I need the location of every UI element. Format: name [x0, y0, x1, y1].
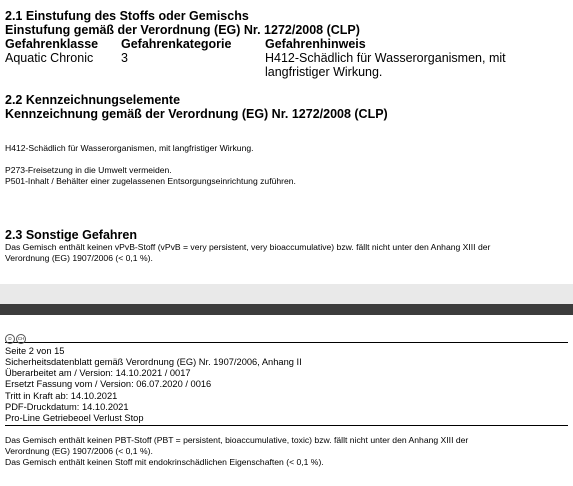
pdf-print-date: PDF-Druckdatum: 14.10.2021	[5, 402, 129, 412]
table-header-hazard-statement: Gefahrenhinweis	[265, 37, 366, 51]
section-2-1-subheading: Einstufung gemäß der Verordnung (EG) Nr. 1272/2008 (CLP)	[5, 23, 360, 37]
replaces-version: Ersetzt Fassung vom / Version: 06.07.2020 / 0016	[5, 379, 212, 389]
section-2-3-heading: 2.3 Sonstige Gefahren	[5, 228, 137, 242]
country-ch-icon: CH	[16, 334, 26, 344]
table-header-hazard-category: Gefahrenkategorie	[121, 37, 232, 51]
pbt-text-line1: Das Gemisch enthält keinen PBT-Stoff (PBT = persistent, bioaccumulative, toxic) bzw. fällt nicht unter den Anhang XIII der	[5, 435, 469, 445]
precautionary-statement-p501: P501-Inhalt / Behälter einer zugelassenen Entsorgungseinrichtung zuführen.	[5, 176, 296, 186]
country-d-icon: D	[5, 334, 15, 344]
page-break-gap	[0, 284, 573, 304]
revised-date: Überarbeitet am / Version: 14.10.2021 / 0017	[5, 368, 191, 378]
table-cell-hazard-class: Aquatic Chronic	[5, 51, 94, 65]
other-hazards-text-line1: Das Gemisch enthält keinen vPvB-Stoff (vPvB = very persistent, very bioaccumulative) bzw. fällt nicht unter den Anhang XIII der	[5, 242, 491, 252]
section-2-2-subheading: Kennzeichnung gemäß der Verordnung (EG) Nr. 1272/2008 (CLP)	[5, 107, 388, 121]
table-header-hazard-class: Gefahrenklasse	[5, 37, 99, 51]
precautionary-statement-p273: P273-Freisetzung in die Umwelt vermeiden.	[5, 165, 172, 175]
hazard-statement: H412-Schädlich für Wasserorganismen, mit langfristiger Wirkung.	[5, 143, 254, 153]
effective-date: Tritt in Kraft ab: 14.10.2021	[5, 391, 118, 401]
section-2-1-heading: 2.1 Einstufung des Stoffs oder Gemischs	[5, 9, 249, 23]
pbt-text-line2: Verordnung (EG) 1907/2006 (< 0,1 %).	[5, 446, 153, 456]
endocrine-text: Das Gemisch enthält keinen Stoff mit endokrinschädlichen Eigenschaften (< 0,1 %).	[5, 457, 324, 467]
other-hazards-text-line2: Verordnung (EG) 1907/2006 (< 0,1 %).	[5, 253, 153, 263]
country-icons	[5, 334, 26, 344]
footer-top-rule	[5, 342, 568, 343]
table-cell-hazard-statement: H412-Schädlich für Wasserorganismen, mit langfristiger Wirkung.	[265, 51, 506, 79]
page-break-bar	[0, 304, 573, 315]
page-number: Seite 2 von 15	[5, 346, 65, 356]
section-2-2-heading: 2.2 Kennzeichnungselemente	[5, 93, 181, 107]
table-cell-hazard-category: 3	[121, 51, 128, 65]
footer-bottom-rule	[5, 425, 568, 426]
product-name: Pro-Line Getriebeoel Verlust Stop	[5, 413, 144, 423]
sds-regulation: Sicherheitsdatenblatt gemäß Verordnung (EG) Nr. 1907/2006, Anhang II	[5, 357, 302, 367]
